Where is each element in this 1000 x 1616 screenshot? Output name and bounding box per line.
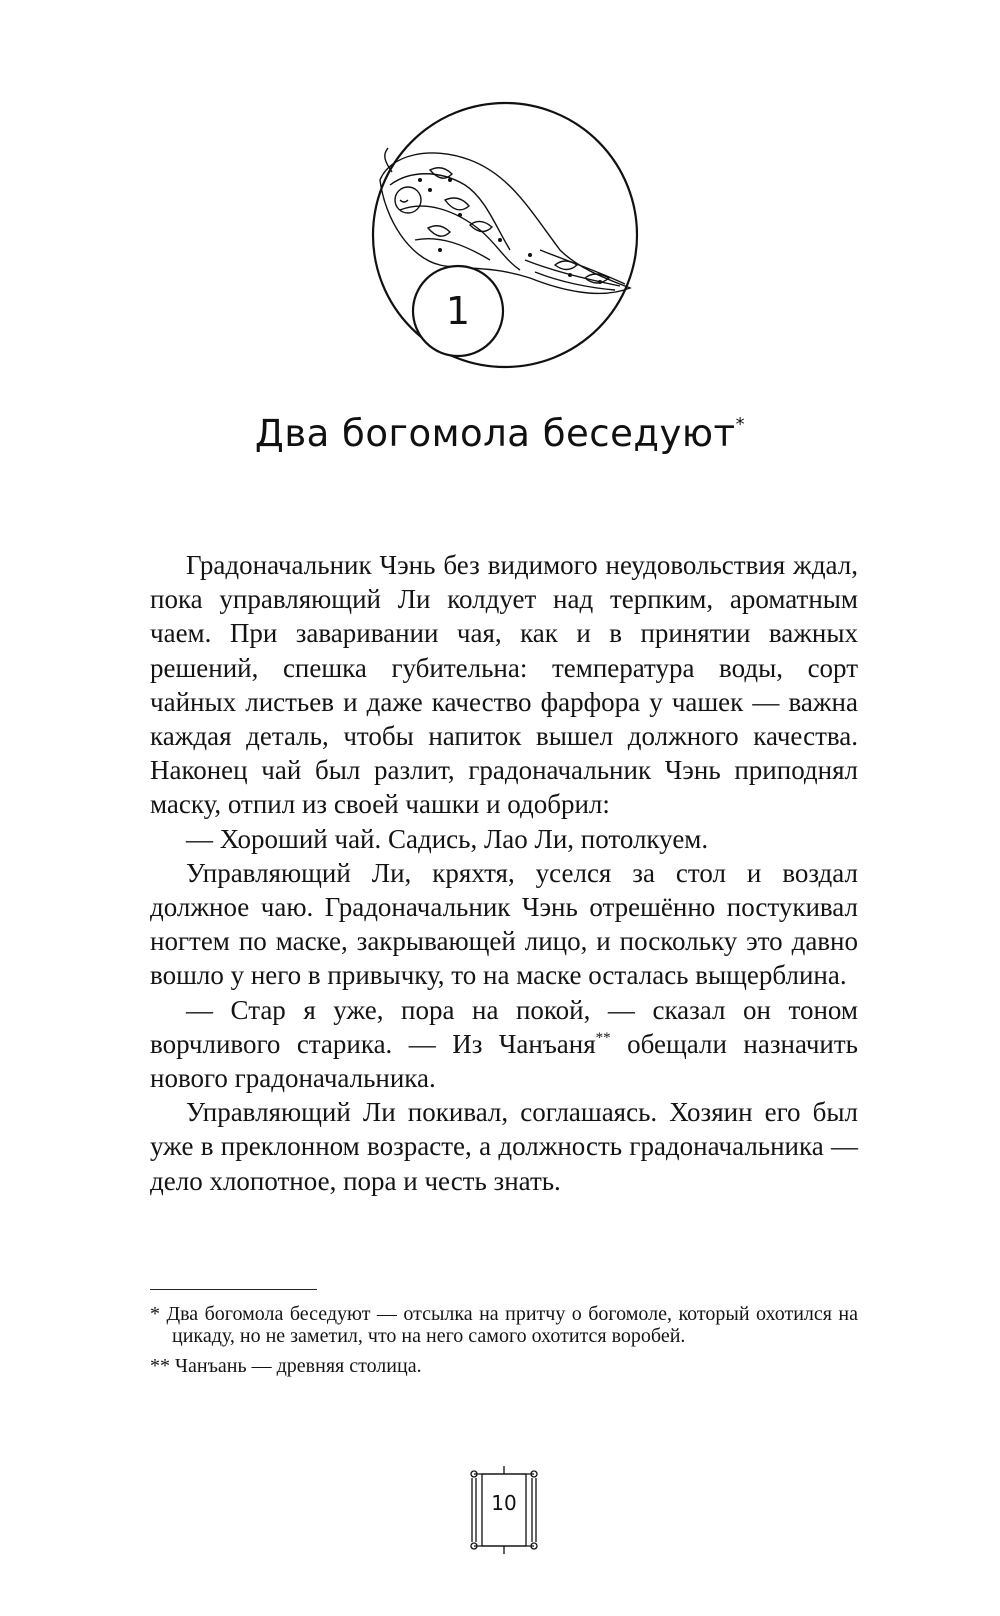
paragraph: — Хороший чай. Садись, Лао Ли, потолкуем.	[186, 823, 709, 854]
title-footnote-mark: *	[735, 414, 746, 435]
chapter-title-text: Два богомола беседуют	[254, 412, 736, 455]
footnote: ** Чанъань — древняя столица.	[150, 1355, 422, 1377]
chapter-title	[0, 412, 1000, 455]
paragraph: Градоначальник Чэнь без видимого неудовольствия ждал, пока управляющий Ли колдует над терпким, ароматным чаем. При заваривании чая, как и в принятии важных решений, спешка губительна: температура воды, сорт чайных листьев и даже качество фарфора у чашек — важна каждая деталь, чтобы напиток вышел должного качества. Наконец чай был разлит, градоначальник Чэнь приподнял маску, отпил из своей чашки и одобрил:	[150, 550, 858, 820]
paragraph: Управляющий Ли покивал, соглашаясь. Хозяин его был уже в преклонном возрасте, а должность градоначальника — дело хлопотное, пора и честь знать.	[150, 1097, 858, 1196]
mantis-illustration-icon	[380, 148, 630, 293]
chapter-emblem	[370, 100, 640, 370]
emblem-outer-circle	[373, 103, 637, 367]
footnote: * Два богомола беседуют — отсылка на притчу о богомоле, который охотился на цикаду, но не заметил, что на него самого охотится воробей.	[150, 1303, 858, 1347]
paragraph-text: обещали назначить нового градоначальника.	[150, 1028, 858, 1094]
chapter-number: 1	[445, 289, 471, 333]
paragraph-text: — Стар я уже, пора на покой, — сказал он тоном ворчливого старика. — Из Чанъаня	[150, 994, 858, 1059]
paragraph: Управляющий Ли, кряхтя, уселся за стол и воздал должное чаю. Градоначальник Чэнь отрешённо постукивал ногтем по маске, закрывающей лицо, и поскольку это давно вошло у него в привычку, то на маске осталась выщерблина.	[150, 857, 858, 991]
footnote-divider	[150, 1289, 317, 1290]
footnote-mark: **	[595, 1029, 611, 1046]
chapter-body	[150, 548, 858, 1198]
footnotes	[150, 1303, 858, 1385]
paragraph	[150, 993, 858, 1096]
page-number: 10	[491, 1491, 517, 1515]
